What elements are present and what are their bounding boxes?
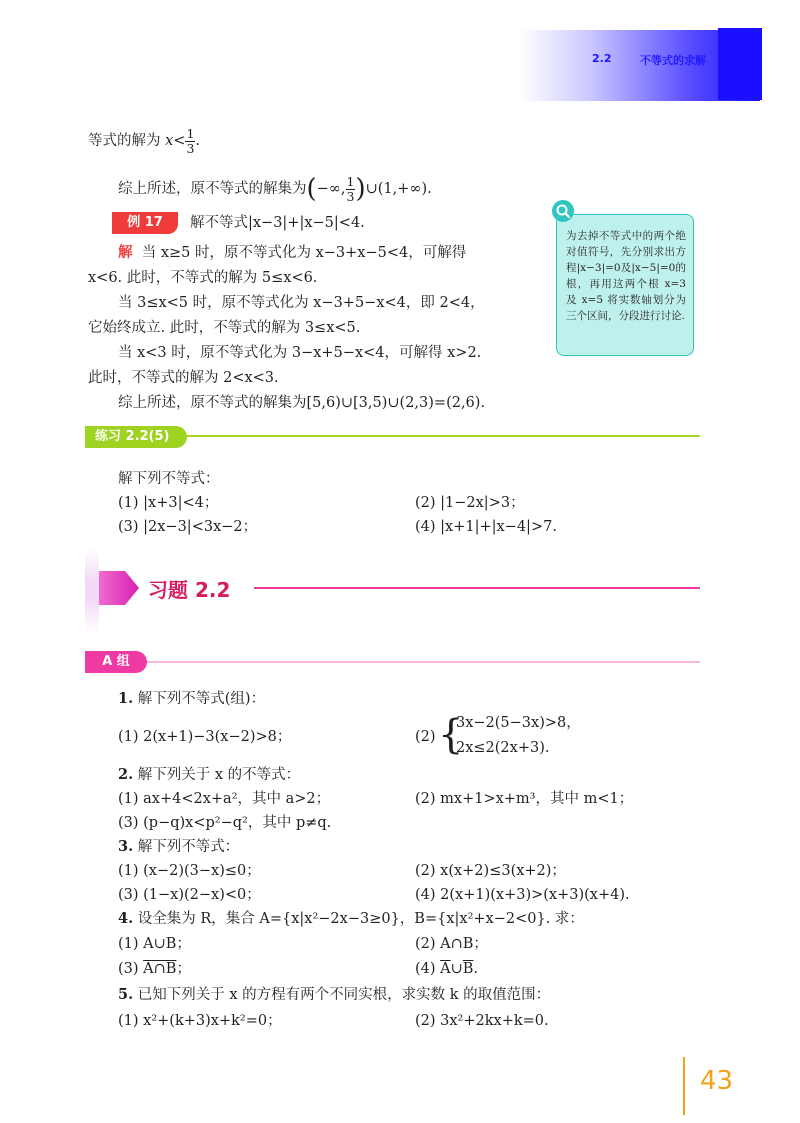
q4-item-4: (4) $\overline{A}\cup\overline{B}$. [415, 961, 479, 977]
practice-instruction: 解下列不等式： [118, 471, 220, 487]
q3-item-2: (2) x(x+2)≤3(x+2)； [415, 863, 566, 879]
q4-item-2: (2) A∩B； [415, 936, 488, 952]
example-badge: 例 17 [112, 212, 178, 234]
q5-item-1: (1) x²+(k+3)x+k²=0； [118, 1013, 282, 1029]
intro-line-1: 等式的解为 x< $\frac{1}{3}$ . [88, 125, 201, 156]
exercise-title: 习题 2.2 [148, 578, 231, 602]
q1-item-1: (1) 2(x+1)−3(x−2)>8； [118, 729, 292, 745]
example-line-4: 它始终成立. 此时，不等式的解为 3≤x<5. [88, 320, 361, 336]
page-number: 43 [700, 1066, 734, 1096]
fraction-one-third-2: $\frac{1}{3}$ [346, 173, 355, 204]
practice-item-4: (4) |x+1|+|x−4|>7. [415, 519, 557, 535]
header-block [718, 28, 762, 100]
q1-item-2-line-1: 3x−2(5−3x)>8， [456, 715, 581, 731]
q4-item-3: (3) A∩B； [118, 961, 191, 977]
practice-item-2: (2) |1−2x|>3； [415, 495, 525, 511]
magnifier-icon [552, 200, 574, 222]
q3-item-1: (1) (x−2)(3−x)≤0； [118, 863, 261, 879]
example-line-1: 解 当 x≥5 时，原不等式化为 x−3+x−5<4，可解得 [118, 245, 467, 261]
fraction-one-third: $\frac{1}{3}$ [186, 125, 195, 156]
q4-item-1: (1) A∪B； [118, 936, 191, 952]
q2-item-2: (2) mx+1>x+m³，其中 m<1； [415, 791, 634, 807]
q2: 2. 解下列关于 x 的不等式： [118, 766, 301, 783]
practice-badge: 练习 2.2(5) [85, 426, 187, 448]
q2-item-1: (1) ax+4<2x+a²，其中 a>2； [118, 791, 331, 807]
q2-item-3: (3) (p−q)x<p²−q²，其中 p≠q. [118, 815, 332, 831]
example-line-5: 当 x<3 时，原不等式化为 3−x+5−x<4，可解得 x>2. [118, 345, 482, 361]
q5-item-2: (2) 3x²+2kx+k=0. [415, 1013, 549, 1029]
section-title: 不等式的求解 [640, 54, 706, 67]
exercise-rule [254, 587, 700, 589]
q4: 4. 设全集为 R，集合 A={x|x²−2x−3≥0}，B={x|x²+x−2<0}. 求： [118, 910, 584, 927]
example-line-3: 当 3≤x<5 时，原不等式化为 x−3+5−x<4，即 2<4， [118, 295, 485, 311]
page-number-bar [683, 1057, 685, 1115]
intro-line-2: 综上所述，原不等式的解集为(−∞, $\frac{1}{3}$ )∪(1,+∞). [118, 173, 432, 204]
group-a-rule [85, 661, 700, 663]
q1-item-2-label: (2) [415, 729, 436, 745]
example-line-2: x<6. 此时，不等式的解为 5≤x<6. [88, 270, 318, 286]
solve-mark: 解 [118, 245, 133, 261]
q1: 1. 解下列不等式(组)： [118, 690, 266, 707]
q3-item-4: (4) 2(x+1)(x+3)>(x+3)(x+4). [415, 887, 630, 903]
practice-item-3: (3) |2x−3|<3x−2； [118, 519, 258, 535]
side-note-text: 为去掉不等式中的两个绝对值符号，先分别求出方程|x−3|=0及|x−5|=0的根，再用这两个根 x=3 及 x=5 将实数轴划分为三个区间，分段进行讨论. [566, 230, 686, 322]
practice-item-1: (1) |x+3|<4； [118, 495, 219, 511]
exercise-side-strip [85, 548, 99, 634]
example-line-7: 综上所述，原不等式的解集为[5,6)∪[3,5)∪(2,3)=(2,6). [118, 395, 486, 411]
example-problem: 解不等式|x−3|+|x−5|<4. [190, 215, 365, 231]
exercise-arrow-icon [99, 571, 139, 605]
section-number: 2.2 [592, 52, 612, 65]
example-line-6: 此时，不等式的解为 2<x<3. [88, 370, 279, 386]
q1-item-2-line-2: 2x≤2(2x+3). [456, 740, 550, 756]
system-brace: { [438, 712, 464, 758]
q5: 5. 已知下列关于 x 的方程有两个不同实根，求实数 k 的取值范围： [118, 986, 551, 1003]
group-a-badge: A 组 [85, 651, 147, 673]
q3: 3. 解下列不等式： [118, 838, 240, 855]
q3-item-3: (3) (1−x)(2−x)<0； [118, 887, 261, 903]
